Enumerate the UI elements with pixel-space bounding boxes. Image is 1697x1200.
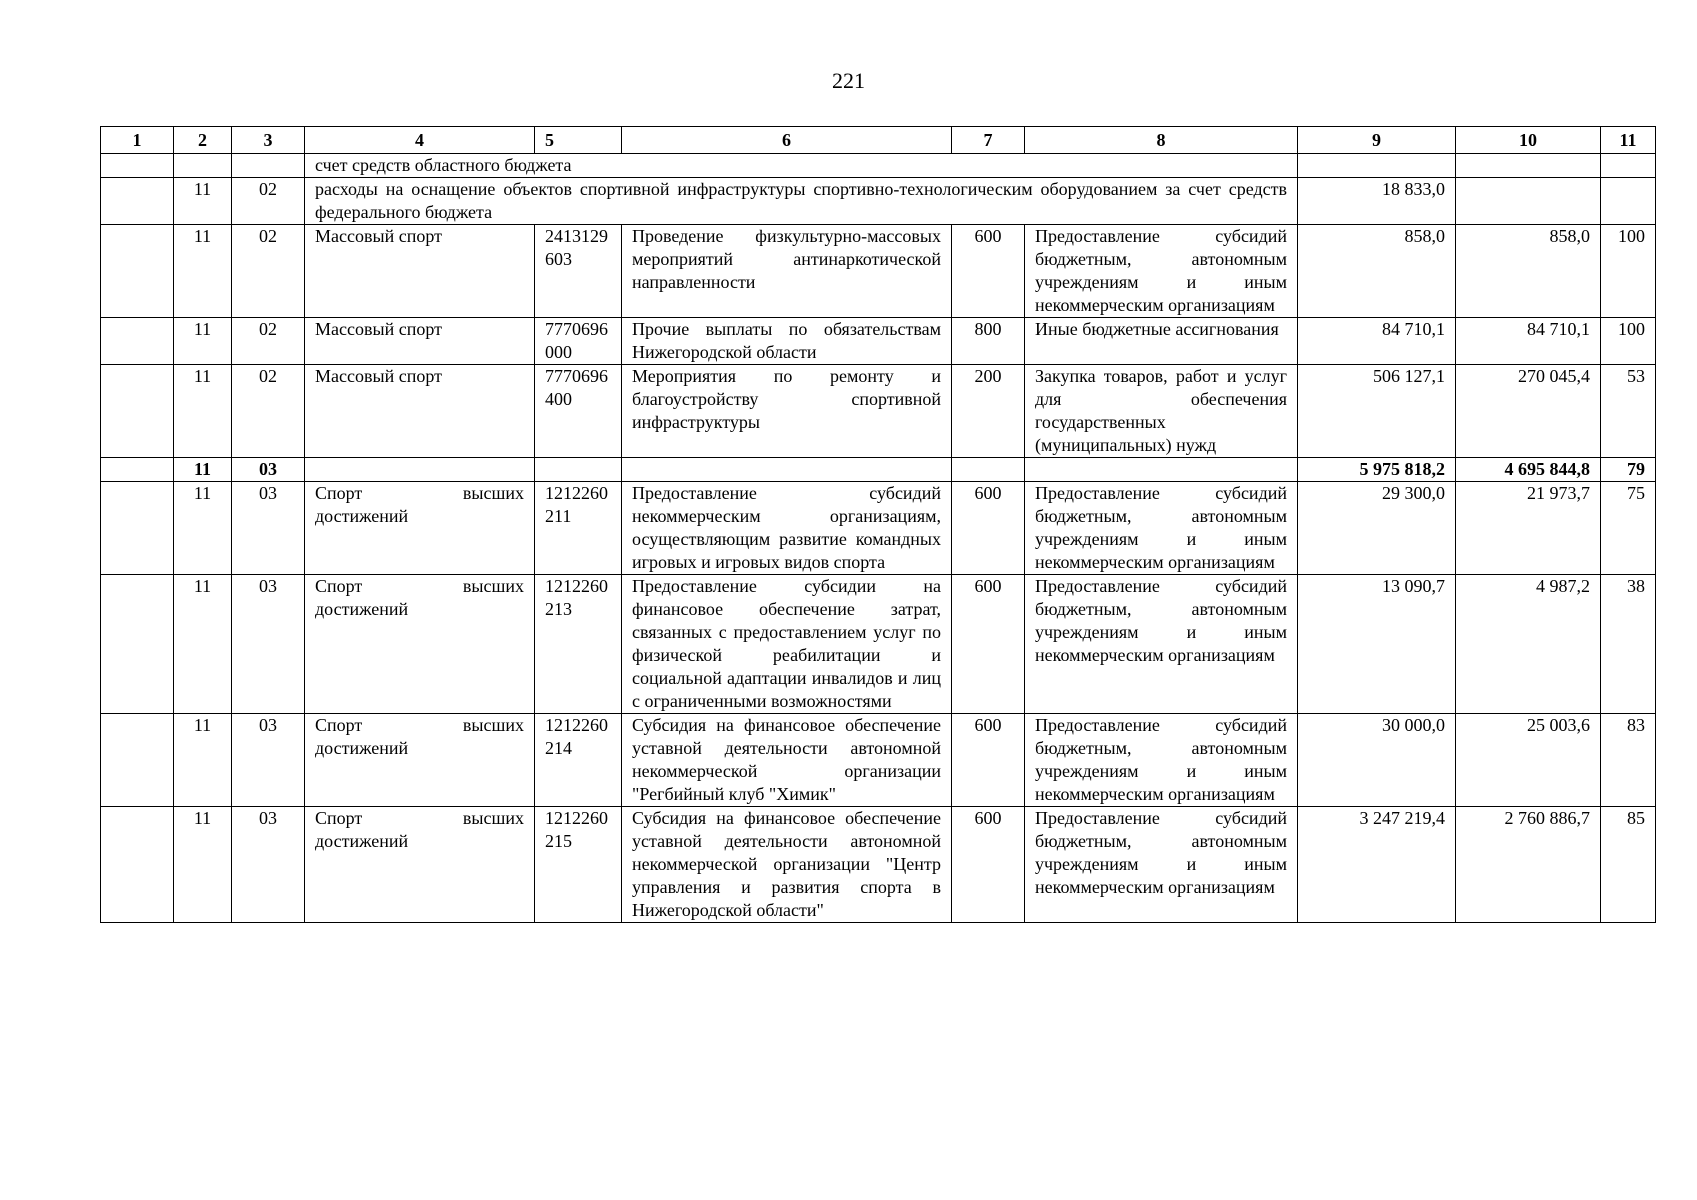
cell-expense-name: Предоставление субсидий бюджетным, автономным учреждениям и иным некоммерческим организациям xyxy=(1025,714,1298,807)
cell-planned: 5 975 818,2 xyxy=(1298,458,1456,482)
cell-planned: 30 000,0 xyxy=(1298,714,1456,807)
column-header: 9 xyxy=(1298,127,1456,154)
cell-subsection-name: Массовый спорт xyxy=(305,318,535,365)
cell-target-name: Прочие выплаты по обязательствам Нижегородской области xyxy=(622,318,952,365)
cell-expense-name: Предоставление субсидий бюджетным, автономным учреждениям и иным некоммерческим организациям xyxy=(1025,575,1298,714)
cell-subsection: 02 xyxy=(232,318,305,365)
cell-subsection-name: Массовый спорт xyxy=(305,225,535,318)
cell-executed xyxy=(1456,154,1601,178)
cell-executed: 270 045,4 xyxy=(1456,365,1601,458)
cell-planned: 3 247 219,4 xyxy=(1298,807,1456,923)
cell-percent: 83 xyxy=(1601,714,1656,807)
cell-subsection xyxy=(232,154,305,178)
cell-executed: 21 973,7 xyxy=(1456,482,1601,575)
cell-col1 xyxy=(101,482,174,575)
cell-executed: 858,0 xyxy=(1456,225,1601,318)
column-header: 11 xyxy=(1601,127,1656,154)
cell-expense-code: 600 xyxy=(952,807,1025,923)
table-row xyxy=(101,225,1656,318)
cell-col1 xyxy=(101,178,174,225)
column-header: 6 xyxy=(622,127,952,154)
cell-section: 11 xyxy=(174,458,232,482)
cell-subsection-name: Массовый спорт xyxy=(305,365,535,458)
cell-section: 11 xyxy=(174,575,232,714)
cell-col1 xyxy=(101,365,174,458)
cell-target-code: 2413129603 xyxy=(535,225,622,318)
cell-target-name: Предоставление субсидий некоммерческим организациям, осуществляющим развитие командных игровых и игровых видов спорта xyxy=(622,482,952,575)
cell-target-name: Предоставление субсидии на финансовое обеспечение затрат, связанных с предоставлением услуг по физической реабилитации и социальной адаптации инвалидов и лиц с ограниченными возможностями xyxy=(622,575,952,714)
cell-percent xyxy=(1601,154,1656,178)
cell-percent: 100 xyxy=(1601,318,1656,365)
subsection-total-row xyxy=(101,458,1656,482)
budget-table xyxy=(100,126,1656,923)
cell-expense-code: 600 xyxy=(952,714,1025,807)
cell-expense-name: Иные бюджетные ассигнования xyxy=(1025,318,1298,365)
column-header: 2 xyxy=(174,127,232,154)
cell-subsection: 03 xyxy=(232,807,305,923)
cell-target-name xyxy=(622,458,952,482)
cell-executed: 84 710,1 xyxy=(1456,318,1601,365)
cell-col1 xyxy=(101,318,174,365)
cell-planned: 13 090,7 xyxy=(1298,575,1456,714)
cell-expense-name: Предоставление субсидий бюджетным, автономным учреждениям и иным некоммерческим организациям xyxy=(1025,225,1298,318)
cell-expense-name: Предоставление субсидий бюджетным, автономным учреждениям и иным некоммерческим организациям xyxy=(1025,807,1298,923)
cell-executed: 4 695 844,8 xyxy=(1456,458,1601,482)
cell-percent: 79 xyxy=(1601,458,1656,482)
cell-percent: 100 xyxy=(1601,225,1656,318)
cell-planned: 29 300,0 xyxy=(1298,482,1456,575)
cell-expense-code xyxy=(952,458,1025,482)
cell-executed: 25 003,6 xyxy=(1456,714,1601,807)
table-row xyxy=(101,154,1656,178)
cell-subsection-name: Спорт высших достижений xyxy=(305,575,535,714)
cell-planned: 84 710,1 xyxy=(1298,318,1456,365)
cell-col1 xyxy=(101,575,174,714)
cell-col1 xyxy=(101,458,174,482)
cell-section: 11 xyxy=(174,178,232,225)
cell-target-code: 1212260214 xyxy=(535,714,622,807)
cell-planned: 858,0 xyxy=(1298,225,1456,318)
cell-subsection: 03 xyxy=(232,575,305,714)
cell-expense-code: 800 xyxy=(952,318,1025,365)
cell-target-code: 1212260213 xyxy=(535,575,622,714)
cell-target-name: Мероприятия по ремонту и благоустройству спортивной инфраструктуры xyxy=(622,365,952,458)
cell-percent xyxy=(1601,178,1656,225)
cell-expense-name: Закупка товаров, работ и услуг для обеспечения государственных (муниципальных) нужд xyxy=(1025,365,1298,458)
cell-section: 11 xyxy=(174,365,232,458)
cell-expense-code: 600 xyxy=(952,575,1025,714)
cell-planned: 18 833,0 xyxy=(1298,178,1456,225)
cell-planned xyxy=(1298,154,1456,178)
cell-executed xyxy=(1456,178,1601,225)
header-row xyxy=(101,127,1656,154)
cell-subsection: 02 xyxy=(232,178,305,225)
cell-col1 xyxy=(101,154,174,178)
column-header: 10 xyxy=(1456,127,1601,154)
table-row xyxy=(101,318,1656,365)
cell-target-name: Субсидия на финансовое обеспечение уставной деятельности автономной некоммерческой организации "Регбийный клуб "Химик" xyxy=(622,714,952,807)
cell-target-code: 1212260215 xyxy=(535,807,622,923)
cell-description: счет средств областного бюджета xyxy=(305,154,1298,178)
cell-subsection-name xyxy=(305,458,535,482)
cell-planned: 506 127,1 xyxy=(1298,365,1456,458)
column-header: 8 xyxy=(1025,127,1298,154)
cell-section: 11 xyxy=(174,225,232,318)
column-header: 5 xyxy=(535,127,622,154)
cell-expense-name: Предоставление субсидий бюджетным, автономным учреждениям и иным некоммерческим организациям xyxy=(1025,482,1298,575)
cell-subsection-name: Спорт высших достижений xyxy=(305,807,535,923)
cell-executed: 4 987,2 xyxy=(1456,575,1601,714)
cell-target-code: 7770696000 xyxy=(535,318,622,365)
cell-col1 xyxy=(101,807,174,923)
cell-subsection: 03 xyxy=(232,482,305,575)
cell-section: 11 xyxy=(174,482,232,575)
cell-subsection: 03 xyxy=(232,458,305,482)
cell-percent: 38 xyxy=(1601,575,1656,714)
cell-target-code: 7770696400 xyxy=(535,365,622,458)
cell-section: 11 xyxy=(174,318,232,365)
table-row xyxy=(101,807,1656,923)
cell-target-name: Проведение физкультурно-массовых мероприятий антинаркотической направленности xyxy=(622,225,952,318)
column-header: 4 xyxy=(305,127,535,154)
cell-subsection-name: Спорт высших достижений xyxy=(305,482,535,575)
cell-section xyxy=(174,154,232,178)
cell-subsection-name: Спорт высших достижений xyxy=(305,714,535,807)
cell-percent: 85 xyxy=(1601,807,1656,923)
table-row xyxy=(101,365,1656,458)
cell-percent: 53 xyxy=(1601,365,1656,458)
cell-expense-name xyxy=(1025,458,1298,482)
cell-executed: 2 760 886,7 xyxy=(1456,807,1601,923)
cell-expense-code: 600 xyxy=(952,225,1025,318)
cell-subsection: 03 xyxy=(232,714,305,807)
table-row xyxy=(101,178,1656,225)
cell-description: расходы на оснащение объектов спортивной инфраструктуры спортивно-технологическим оборудованием за счет средств федерального бюджета xyxy=(305,178,1298,225)
column-header: 3 xyxy=(232,127,305,154)
table-row xyxy=(101,575,1656,714)
cell-subsection: 02 xyxy=(232,225,305,318)
cell-section: 11 xyxy=(174,807,232,923)
cell-target-code xyxy=(535,458,622,482)
table-row xyxy=(101,714,1656,807)
cell-target-code: 1212260211 xyxy=(535,482,622,575)
table-row xyxy=(101,482,1656,575)
cell-col1 xyxy=(101,714,174,807)
cell-expense-code: 200 xyxy=(952,365,1025,458)
cell-target-name: Субсидия на финансовое обеспечение уставной деятельности автономной некоммерческой организации "Центр управления и развития спорта в Нижегородской области" xyxy=(622,807,952,923)
page-number: 221 xyxy=(832,68,865,93)
cell-expense-code: 600 xyxy=(952,482,1025,575)
cell-subsection: 02 xyxy=(232,365,305,458)
cell-percent: 75 xyxy=(1601,482,1656,575)
cell-col1 xyxy=(101,225,174,318)
column-header: 1 xyxy=(101,127,174,154)
cell-section: 11 xyxy=(174,714,232,807)
column-header: 7 xyxy=(952,127,1025,154)
